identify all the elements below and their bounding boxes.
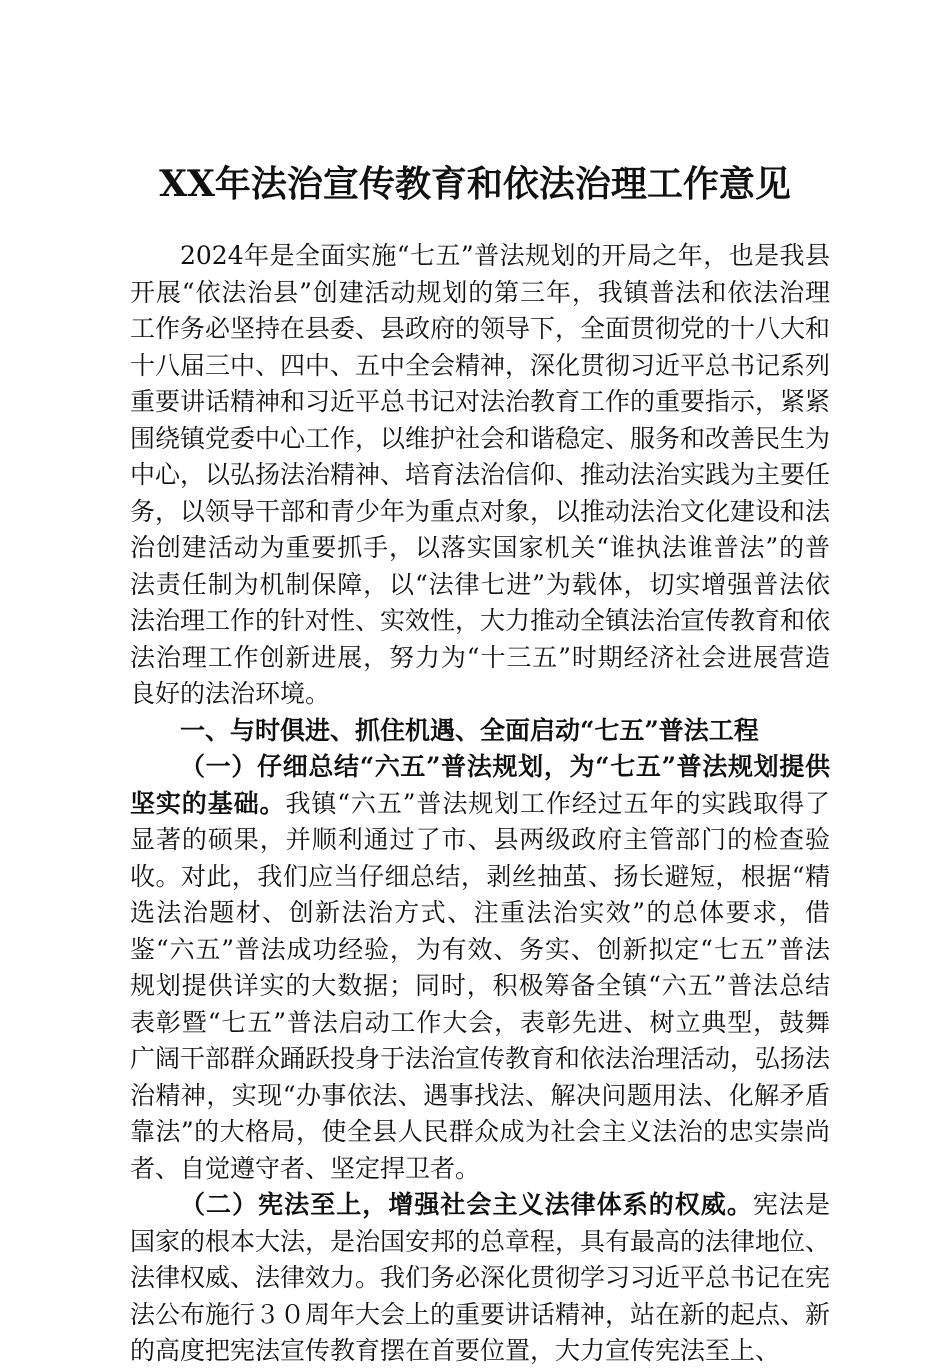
document-title: XX年法治宣传教育和依法治理工作意见 <box>159 163 791 205</box>
item-1-paragraph <box>130 749 830 1187</box>
section-heading-1: 一、与时俱进、抓住机遇、全面启动“七五”普法工程 <box>180 715 759 745</box>
document-body <box>130 238 830 1370</box>
item-2-lead: （二）宪法至上，增强社会主义法律体系的权威。 <box>180 1190 753 1219</box>
intro-paragraph: 2024年是全面实施“七五”普法规划的开局之年，也是我县开展“依法治县”创建活动规划的第三年，我镇普法和依法治理工作务必坚持在县委、县政府的领导下，全面贯彻党的十八大和十八届三中、四中、五中全会精神，深化贯彻习近平总书记系列重要讲话精神和习近平总书记对法治教育工作的重要指示，紧紧围绕镇党委中心工作，以维护社会和谐稳定、服务和改善民生为中心，以弘扬法治精神、培育法治信仰、推动法治实践为主要任务，以领导干部和青少年为重点对象，以推动法治文化建设和法治创建活动为重要抓手，以落实国家机关“谁执法谁普法”的普法责任制为机制保障，以“法律七进”为载体，切实增强普法依法治理工作的针对性、实效性，大力推动全镇法治宣传教育和依法治理工作创新进展，努力为“十三五”时期经济社会进展营造良好的法治环境。 <box>130 241 831 708</box>
item-2-text: 宪法是国家的根本大法，是治国安邦的总章程，具有最高的法律地位、法律权威、法律效力。我们务必深化贯彻学习习近平总书记在宪法公布施行３０周年大会上的重要讲话精神，站在新的起点、新的高度把宪法宣传教育摆在首要位置，大力宣传宪法至上、 <box>130 1190 831 1365</box>
item-2-paragraph <box>130 1187 830 1370</box>
item-1-lead: （一）仔细总结“六五”普法规划，为“七五”普法规划提供坚实的基础。 <box>130 752 830 818</box>
item-1-text: 我镇“六五”普法规划工作经过五年的实践取得了显著的硕果，并顺利通过了市、县两级政府主管部门的检查验收。对此，我们应当仔细总结，剥丝抽茧、扬长避短，根据“精选法治题材、创新法治方式、注重法治实效”的总体要求，借鉴“六五”普法成功经验，为有效、务实、创新拟定“七五”普法规划提供详实的大数据；同时，积极筹备全镇“六五”普法总结表彰暨“七五”普法启动工作大会，表彰先进、树立典型，鼓舞广阔干部群众踊跃投身于法治宣传教育和依法治理活动，弘扬法治精神，实现“办事依法、遇事找法、解决问题用法、化解矛盾靠法”的大格局，使全县人民群众成为社会主义法治的忠实崇尚者、自觉遵守者、坚定捍卫者。 <box>130 788 831 1183</box>
